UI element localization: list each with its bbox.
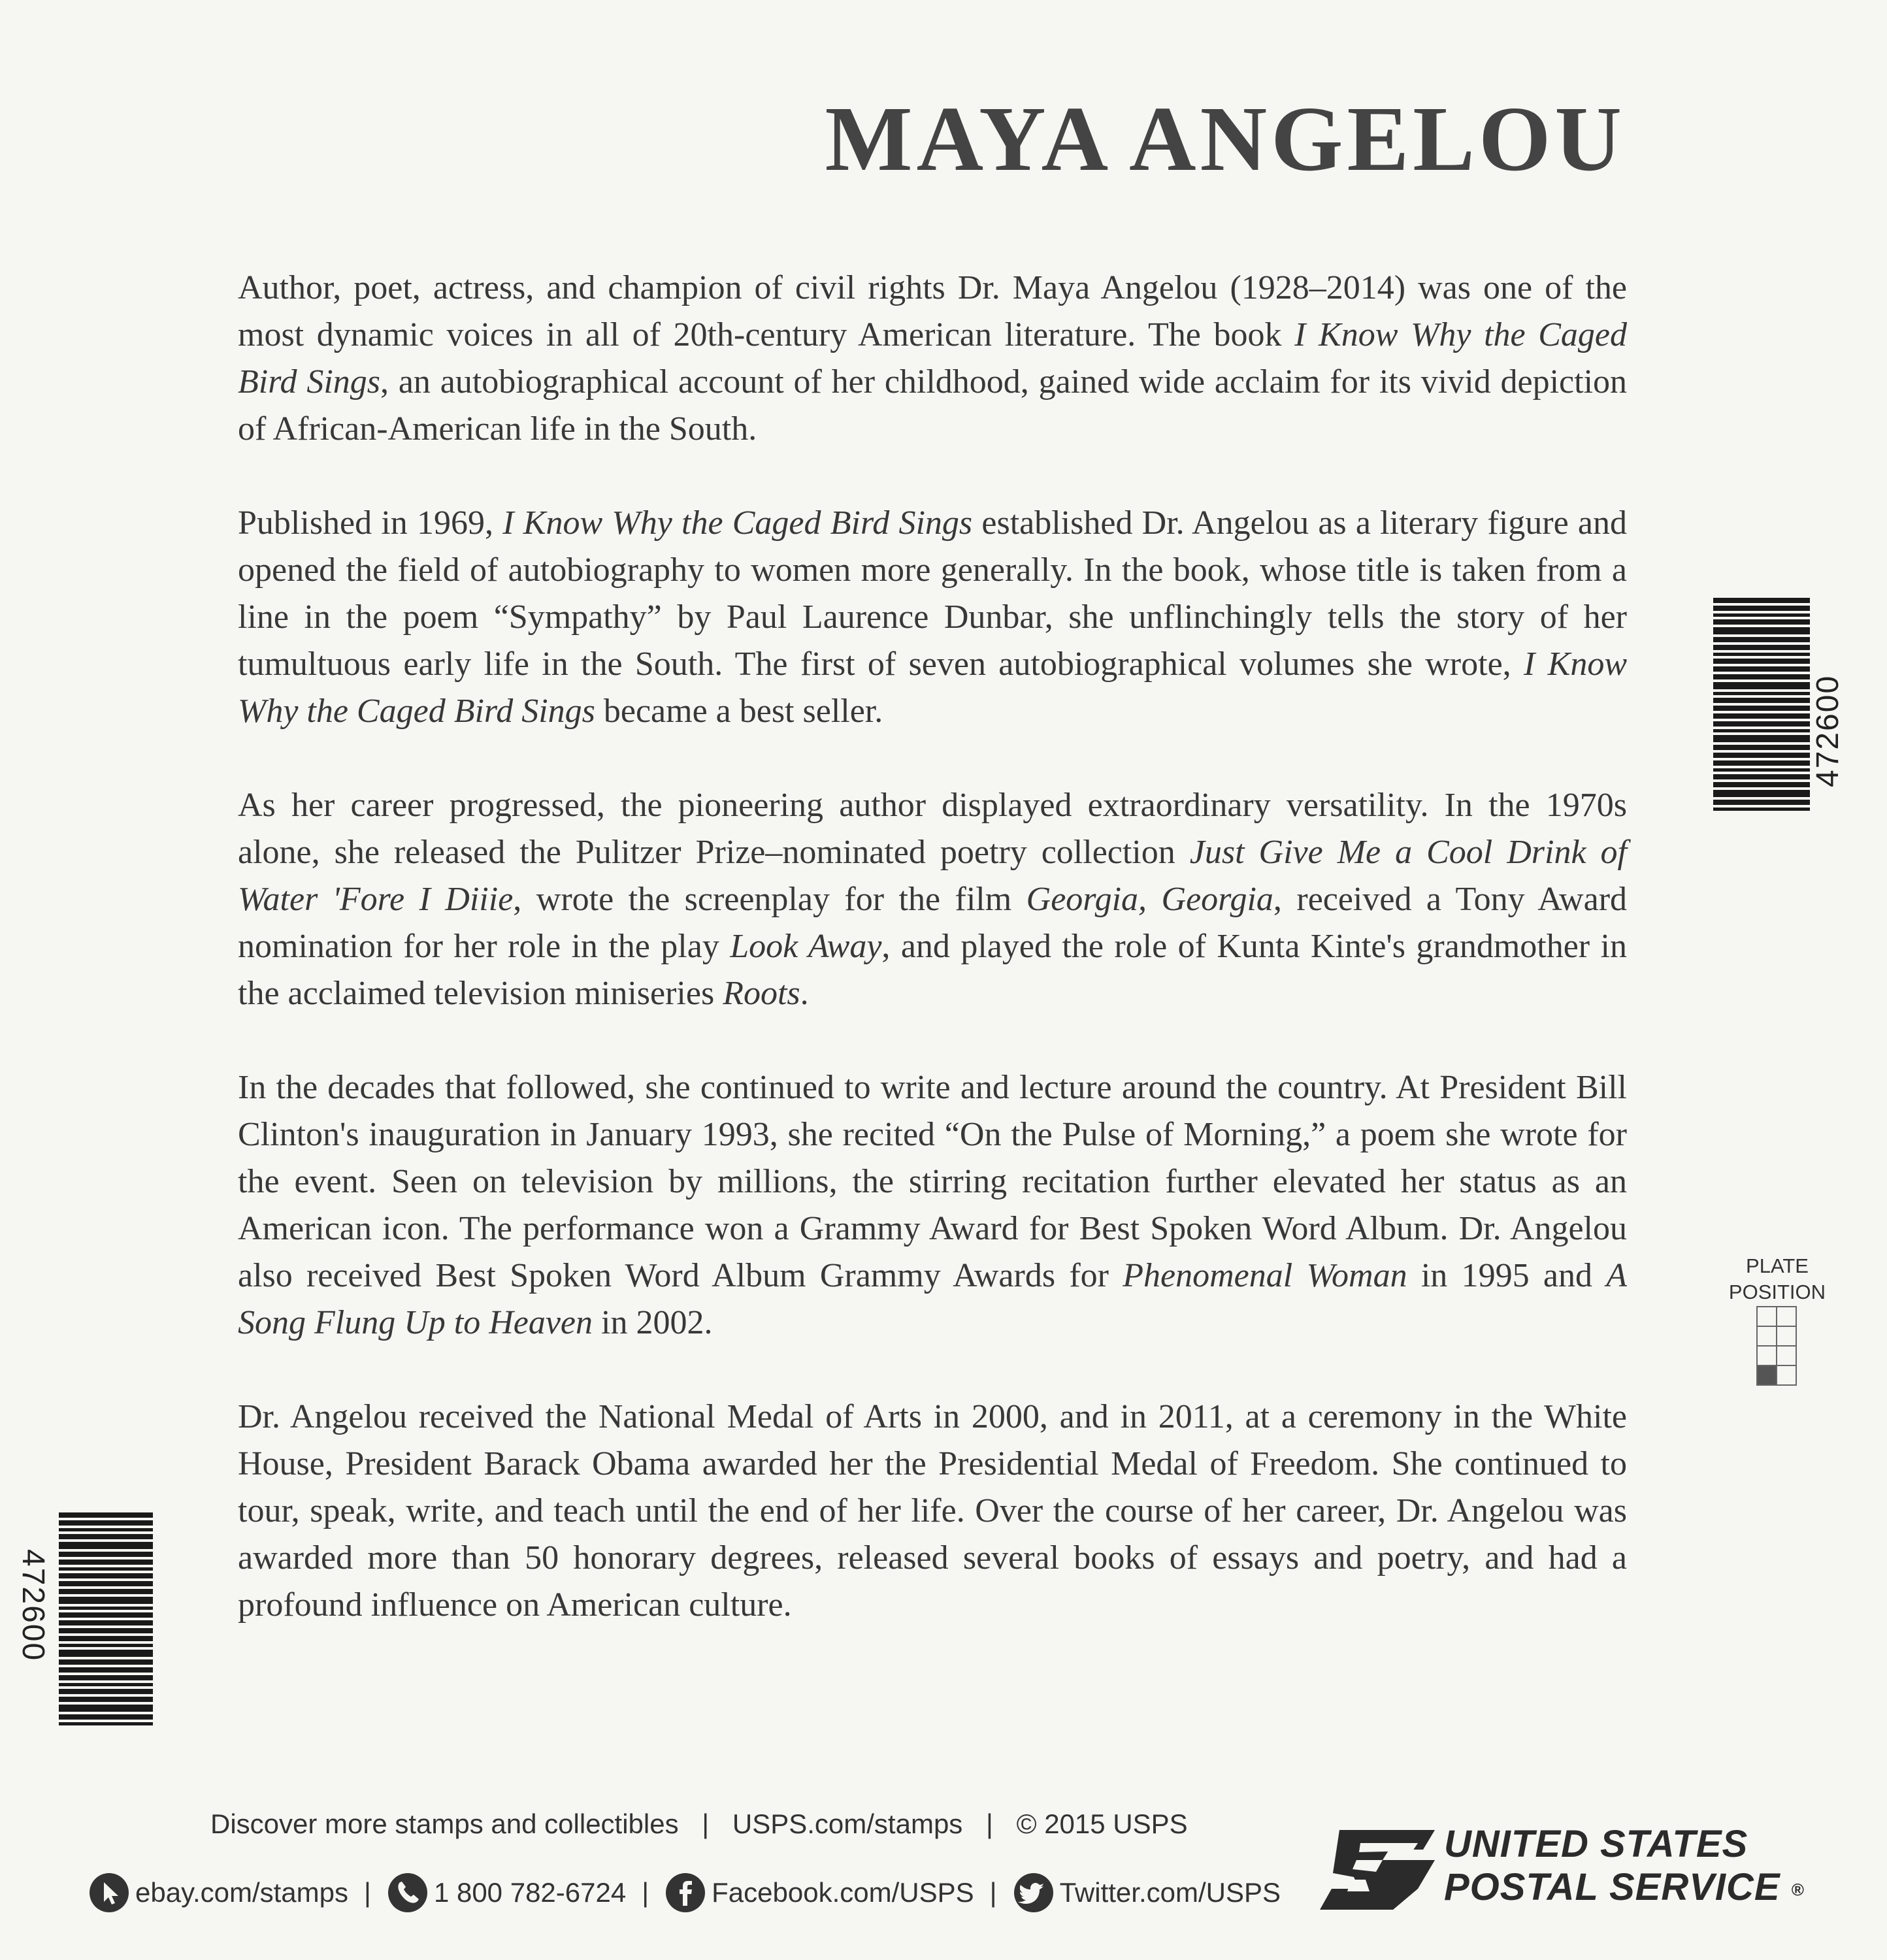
barcode-bar — [1713, 774, 1810, 779]
usps-wordmark — [1444, 1823, 1805, 1912]
barcode-bar — [1713, 627, 1810, 634]
text-run: in 2002. — [593, 1304, 713, 1341]
plate-position-label — [1725, 1253, 1830, 1305]
barcode-bar — [1713, 645, 1810, 650]
barcode-bar — [59, 1689, 153, 1694]
plate-cell — [1777, 1366, 1797, 1386]
text-run: , and played the role of Kunta Kinte's grandmother in the acclaimed television miniseries — [238, 928, 1627, 1012]
barcode-bar — [59, 1722, 153, 1725]
barcode-bar — [1713, 790, 1810, 797]
barcode-bar — [1713, 613, 1810, 617]
text-run: Published in 1969, — [238, 504, 503, 542]
cursor-icon — [88, 1872, 130, 1914]
barcode-bar — [59, 1560, 153, 1565]
barcode-bar — [59, 1714, 153, 1720]
text-run: , received a Tony Award nomination for her role in the play — [238, 881, 1628, 965]
text-run: Dr. Angelou received the National Medal of Arts in 2000, and in 2011, at a ceremony in the White House, President Barack Obama awarded her the Presidential Medal of Freedom. She continued to tour, speak, write, and teach until the end of her life. Over the course of her career, Dr. Angelou was awarded more than 50 honorary degrees, released several books of essays and poetry, and had a profound influence on American culture. — [238, 1398, 1627, 1624]
barcode-bar — [1713, 800, 1810, 805]
text-run: , wrote the screenplay for the film — [513, 881, 1026, 918]
ebay-link[interactable]: ebay.com/stamps — [135, 1877, 349, 1908]
barcode-bar — [59, 1675, 153, 1680]
footer-stamps-link[interactable]: USPS.com/stamps — [732, 1808, 963, 1839]
italic-title: I Know Why the Caged Bird Sings — [238, 316, 1628, 400]
facebook-icon — [665, 1872, 706, 1914]
italic-title: Just Give Me a Cool Drink of Water 'Fore I Diiie — [238, 834, 1628, 918]
separator: | — [364, 1877, 371, 1908]
text-run: established Dr. Angelou as a literary figure and opened the field of autobiography to women more generally. In the book, whose title is taken from a line in the poem “Sympathy” by Paul Laurence Dunbar, she unflinchingly tells the story of her tumultuous early life in the South. The first of seven autobiographical volumes she wrote, — [238, 504, 1627, 683]
barcode-bars — [59, 1512, 153, 1728]
barcode-bar — [1713, 745, 1810, 750]
plate-cell — [1777, 1307, 1797, 1327]
registered-mark: ® — [1791, 1880, 1805, 1900]
barcode-bars — [1713, 598, 1810, 813]
paragraph — [238, 782, 1627, 1017]
barcode-bar — [1713, 782, 1810, 787]
plate-cell — [1777, 1347, 1797, 1366]
barcode-bar — [59, 1597, 153, 1604]
twitter-icon — [1013, 1872, 1055, 1914]
barcode-bar — [59, 1636, 153, 1641]
plate-cell — [1758, 1327, 1777, 1347]
barcode-bar — [1713, 653, 1810, 656]
text-run: , an autobiographical account of her childhood, gained wide acclaim for its vivid depiction of African-American life in the South. — [238, 363, 1628, 448]
plate-cell — [1758, 1366, 1777, 1386]
barcode-bar — [1713, 606, 1810, 611]
barcode-bar — [1713, 760, 1810, 766]
barcode-bar — [59, 1567, 153, 1571]
barcode-bar — [1713, 753, 1810, 758]
barcode-bar — [1713, 808, 1810, 811]
barcode-bar — [1713, 713, 1810, 719]
italic-title: Roots — [723, 975, 800, 1012]
barcode-bar — [59, 1705, 153, 1712]
barcode-bar — [59, 1581, 153, 1586]
separator: | — [985, 1808, 993, 1839]
twitter-link[interactable]: Twitter.com/USPS — [1059, 1877, 1281, 1908]
italic-title: Phenomenal Woman — [1123, 1257, 1407, 1294]
text-run: became a best seller. — [595, 693, 883, 730]
barcode-number: 472600 — [1811, 674, 1845, 787]
barcode-bar — [59, 1659, 153, 1665]
text-run: in 1995 and — [1407, 1257, 1607, 1294]
barcode-bar — [59, 1573, 153, 1578]
paragraph — [238, 1064, 1627, 1347]
barcode-left — [16, 1512, 163, 1748]
italic-title: I Know Why the Caged Bird Sings — [238, 645, 1628, 730]
plate-cell — [1758, 1347, 1777, 1366]
barcode-bar — [59, 1620, 153, 1625]
italic-title: I Know Why the Caged Bird Sings — [502, 504, 973, 542]
barcode-bar — [59, 1650, 153, 1657]
italic-title: A Song Flung Up to Heaven — [238, 1257, 1627, 1341]
barcode-bar — [1713, 698, 1810, 703]
barcode-bar — [1713, 619, 1810, 625]
barcode-bar — [1713, 666, 1810, 672]
barcode-bar — [59, 1520, 153, 1526]
barcode-bar — [1713, 674, 1810, 679]
barcode-bar — [59, 1697, 153, 1702]
barcode-bar — [59, 1683, 153, 1686]
plate-label-line1: PLATE — [1746, 1254, 1809, 1277]
facebook-link[interactable]: Facebook.com/USPS — [712, 1877, 974, 1908]
footer-discover-text: Discover more stamps and collectibles — [210, 1808, 679, 1839]
separator: | — [989, 1877, 997, 1908]
barcode-bar — [59, 1607, 153, 1610]
barcode-number: 472600 — [16, 1549, 50, 1662]
barcode-bar — [59, 1512, 153, 1518]
barcode-bar — [1713, 692, 1810, 695]
italic-title: Georgia, Georgia — [1026, 881, 1273, 918]
barcode-bar — [1713, 637, 1810, 642]
plate-cell — [1777, 1327, 1797, 1347]
barcode-bar — [59, 1667, 153, 1673]
text-run: As her career progressed, the pioneering author displayed extraordinary versatility. In the 1970s alone, she released the Pulitzer Prize–nominated poetry collection — [238, 787, 1627, 871]
footer-social-links — [88, 1870, 1281, 1916]
paragraph — [238, 1394, 1627, 1629]
page-title: MAYA ANGELOU — [825, 87, 1626, 190]
barcode-bar — [1713, 598, 1810, 603]
barcode-bar — [59, 1534, 153, 1539]
biography-text — [238, 265, 1627, 1676]
paragraph — [238, 265, 1627, 453]
eagle-icon — [1320, 1826, 1437, 1911]
barcode-right — [1713, 598, 1877, 820]
barcode-bar — [1713, 659, 1810, 664]
plate-cell — [1758, 1307, 1777, 1327]
barcode-bar — [59, 1644, 153, 1647]
separator: | — [642, 1877, 649, 1908]
barcode-bar — [59, 1528, 153, 1531]
logo-line1: UNITED STATES — [1444, 1823, 1748, 1865]
plate-position-grid — [1756, 1306, 1797, 1386]
text-run: . — [800, 975, 809, 1012]
barcode-bar — [59, 1542, 153, 1549]
phone-number[interactable]: 1 800 782-6724 — [433, 1877, 627, 1908]
barcode-bar — [59, 1612, 153, 1618]
italic-title: Look Away — [730, 928, 882, 965]
barcode-bar — [1713, 682, 1810, 689]
text-run: Author, poet, actress, and champion of civil rights Dr. Maya Angelou (1928–2014) was one of the most dynamic voices in all of 20th-century American literature. The book — [238, 269, 1627, 353]
text-run: In the decades that followed, she continued to write and lecture around the country. At President Bill Clinton's inauguration in January 1993, she recited “On the Pulse of Morning,” a poem she wrote for the event. Seen on television by millions, the stirring recitation further elevated her status as an American icon. The performance won a Grammy Award for Best Spoken Word Album. Dr. Angelou also received Best Spoken Word Album Grammy Awards for — [238, 1069, 1627, 1294]
barcode-bar — [1713, 735, 1810, 742]
paragraph — [238, 500, 1627, 735]
usps-logo — [1320, 1823, 1856, 1914]
plate-label-line2: POSITION — [1728, 1281, 1826, 1303]
separator: | — [702, 1808, 710, 1839]
barcode-bar — [59, 1552, 153, 1557]
barcode-bar — [59, 1589, 153, 1594]
barcode-bar — [1713, 768, 1810, 772]
barcode-bar — [1713, 706, 1810, 711]
barcode-bar — [1713, 721, 1810, 727]
barcode-bar — [1713, 729, 1810, 732]
footer-copyright: © 2015 USPS — [1016, 1808, 1188, 1839]
barcode-bar — [59, 1628, 153, 1633]
footer-discover-line — [210, 1808, 1188, 1840]
phone-icon — [387, 1872, 429, 1914]
logo-line2: POSTAL SERVICE — [1444, 1866, 1780, 1908]
